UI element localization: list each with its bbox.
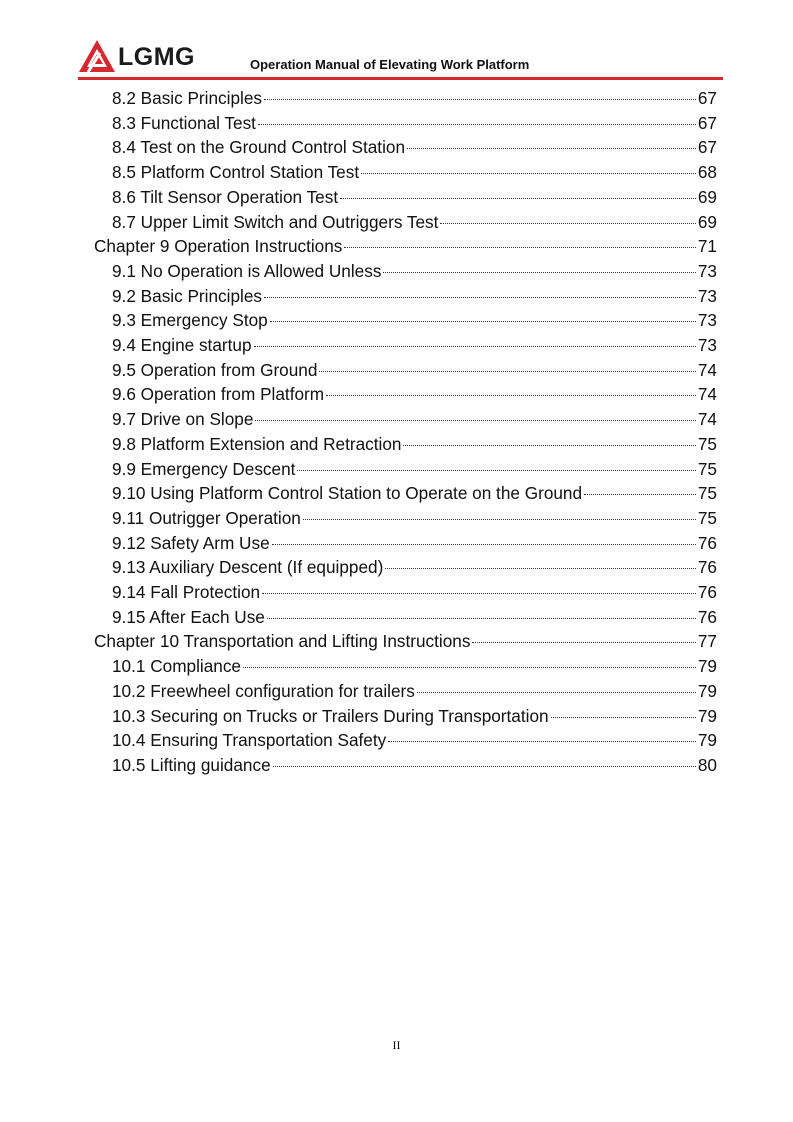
toc-section-entry[interactable] (112, 308, 717, 333)
toc-entry-page: 74 (697, 384, 717, 405)
toc-entry-title: 9.15 After Each Use (112, 606, 265, 627)
header-divider (78, 77, 723, 80)
toc-entry-page: 73 (697, 335, 717, 355)
toc-section-entry[interactable] (112, 753, 717, 778)
toc-entry-page: 73 (697, 285, 717, 306)
toc-section-entry[interactable] (112, 358, 717, 383)
brand-name: LGMG (118, 43, 195, 71)
toc-entry-page: 75 (697, 483, 717, 504)
toc-entry-page: 69 (697, 186, 717, 207)
toc-entry-page: 75 (697, 507, 717, 528)
toc-entry-page: 68 (697, 162, 717, 183)
toc-entry-page: 67 (697, 88, 717, 108)
toc-leader-dots (255, 420, 695, 421)
toc-section-entry[interactable] (112, 555, 717, 580)
toc-chapter-entry[interactable] (94, 629, 717, 654)
toc-section-entry[interactable] (112, 382, 717, 407)
toc-entry-title: 9.3 Emergency Stop (112, 310, 268, 331)
toc-entry-page: 67 (697, 112, 717, 133)
toc-entry-page: 74 (697, 409, 717, 430)
toc-leader-dots (584, 494, 696, 495)
toc-entry-title: 9.14 Fall Protection (112, 582, 261, 602)
toc-entry-page: 80 (697, 754, 717, 775)
toc-entry-title: 9.6 Operation from Platform (112, 384, 325, 405)
toc-leader-dots (440, 223, 695, 224)
toc-entry-page: 75 (697, 433, 717, 454)
toc-entry-title: 10.5 Lifting guidance (112, 754, 271, 775)
toc-section-entry[interactable] (112, 210, 717, 235)
toc-leader-dots (319, 371, 695, 372)
toc-leader-dots (267, 618, 696, 619)
toc-entry-title: Chapter 10 Transportation and Lifting Instructions (94, 631, 471, 652)
toc-section-entry[interactable] (112, 407, 717, 432)
toc-leader-dots (264, 99, 696, 100)
toc-entry-page: 76 (697, 606, 717, 627)
toc-entry-page: 73 (697, 260, 717, 281)
toc-entry-title: 9.12 Safety Arm Use (112, 532, 270, 553)
toc-entry-title: 9.9 Emergency Descent (112, 458, 296, 479)
toc-entry-page: 75 (697, 458, 717, 479)
toc-entry-title: 9.13 Auxiliary Descent (If equipped) (112, 557, 384, 578)
toc-entry-page: 79 (697, 680, 717, 701)
toc-leader-dots (340, 198, 696, 199)
toc-section-entry[interactable] (112, 432, 717, 457)
toc-entry-title: 8.4 Test on the Ground Control Station (112, 137, 406, 158)
toc-entry-page: 79 (697, 656, 717, 677)
toc-section-entry[interactable] (112, 457, 717, 482)
toc-section-entry[interactable] (112, 531, 717, 556)
toc-entry-page: 77 (697, 631, 717, 652)
toc-entry-title: Chapter 9 Operation Instructions (94, 236, 343, 257)
document-title: Operation Manual of Elevating Work Platform (250, 57, 530, 72)
toc-entry-page: 76 (697, 557, 717, 578)
page-header (0, 0, 793, 82)
toc-leader-dots (417, 692, 696, 693)
toc-section-entry[interactable] (112, 160, 717, 185)
toc-section-entry[interactable] (112, 135, 717, 160)
toc-leader-dots (361, 173, 696, 174)
toc-entry-page: 74 (697, 359, 717, 380)
toc-entry-title: 9.4 Engine startup (112, 335, 252, 355)
toc-entry-page: 79 (697, 705, 717, 726)
lgmg-logo (78, 39, 203, 75)
toc-leader-dots (344, 247, 695, 248)
toc-leader-dots (551, 717, 696, 718)
toc-entry-title: 8.2 Basic Principles (112, 88, 262, 108)
toc-leader-dots (388, 741, 696, 742)
toc-leader-dots (403, 445, 695, 446)
toc-entry-title: 10.3 Securing on Trucks or Trailers During Transportation (112, 705, 549, 726)
toc-leader-dots (272, 544, 696, 545)
toc-leader-dots (407, 148, 696, 149)
toc-section-entry[interactable] (112, 481, 717, 506)
toc-entry-title: 9.5 Operation from Ground (112, 359, 318, 380)
toc-leader-dots (262, 593, 696, 594)
toc-leader-dots (264, 297, 696, 298)
toc-entry-title: 8.5 Platform Control Station Test (112, 162, 360, 183)
toc-entry-title: 9.1 No Operation is Allowed Unless (112, 260, 382, 281)
toc-entry-title: 8.7 Upper Limit Switch and Outriggers Test (112, 211, 439, 232)
toc-section-entry[interactable] (112, 605, 717, 630)
toc-section-entry[interactable] (112, 259, 717, 284)
toc-section-entry[interactable] (112, 704, 717, 729)
toc-leader-dots (270, 321, 696, 322)
toc-entry-page: 73 (697, 310, 717, 331)
toc-entry-title: 9.11 Outrigger Operation (112, 507, 301, 528)
toc-section-entry[interactable] (112, 284, 717, 309)
toc-entry-title: 9.10 Using Platform Control Station to Operate on the Ground (112, 483, 583, 504)
toc-section-entry[interactable] (112, 679, 717, 704)
toc-entry-page: 67 (697, 137, 717, 158)
toc-section-entry[interactable] (112, 333, 717, 358)
toc-leader-dots (472, 642, 695, 643)
lgmg-triangle-icon (78, 39, 116, 73)
toc-entry-title: 8.3 Functional Test (112, 112, 256, 133)
toc-leader-dots (385, 568, 696, 569)
toc-entry-title: 10.1 Compliance (112, 656, 241, 677)
toc-entry-title: 9.7 Drive on Slope (112, 409, 254, 430)
toc-section-entry[interactable] (112, 506, 717, 531)
toc-entry-page: 69 (697, 211, 717, 232)
toc-section-entry[interactable] (112, 580, 717, 605)
toc-entry-page: 71 (697, 236, 717, 257)
toc-leader-dots (383, 272, 695, 273)
toc-section-entry[interactable] (112, 728, 717, 753)
toc-entry-page: 76 (697, 532, 717, 553)
toc-section-entry[interactable] (112, 111, 717, 136)
toc-section-entry[interactable] (112, 86, 717, 111)
toc-entry-page: 76 (697, 582, 717, 602)
toc-section-entry[interactable] (112, 185, 717, 210)
toc-leader-dots (243, 667, 696, 668)
toc-leader-dots (258, 124, 696, 125)
toc-leader-dots (297, 470, 695, 471)
toc-entry-title: 8.6 Tilt Sensor Operation Test (112, 186, 339, 207)
toc-entry-title: 10.2 Freewheel configuration for trailers (112, 680, 415, 701)
toc-leader-dots (254, 346, 696, 347)
toc-entry-title: 9.8 Platform Extension and Retraction (112, 433, 402, 454)
toc-entry-page: 79 (697, 730, 717, 751)
toc-chapter-entry[interactable] (94, 234, 717, 259)
toc-entry-title: 9.2 Basic Principles (112, 285, 262, 306)
page-number: II (392, 1038, 401, 1052)
toc-leader-dots (303, 519, 696, 520)
toc-leader-dots (326, 395, 696, 396)
toc-leader-dots (273, 766, 696, 767)
toc-entry-title: 10.4 Ensuring Transportation Safety (112, 730, 387, 751)
toc-section-entry[interactable] (112, 654, 717, 679)
